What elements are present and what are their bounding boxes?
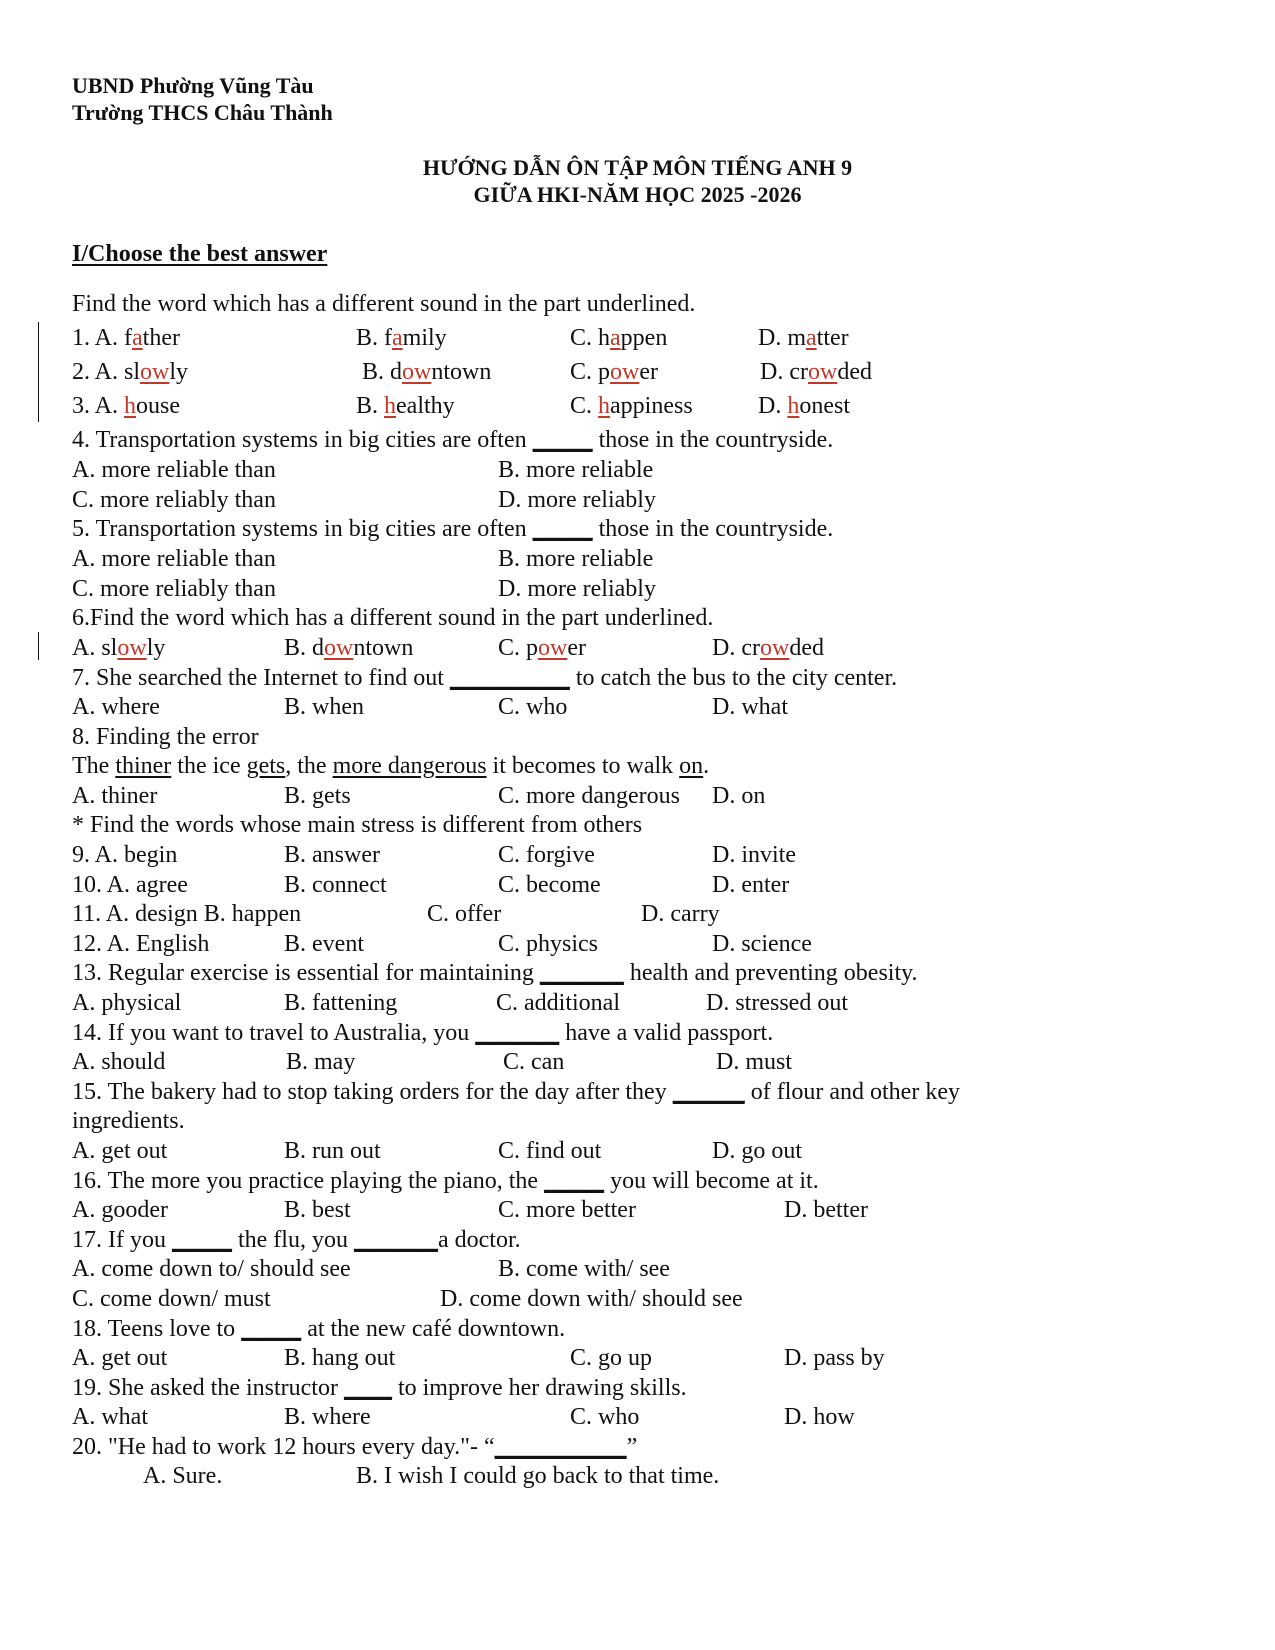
q16-option-c: C. more better — [498, 1197, 636, 1223]
q6-stem: 6.Find the word which has a different sound in the part underlined. — [72, 605, 714, 631]
q7-stem: 7. She searched the Internet to find out __________ to catch the bus to the city center. — [72, 665, 898, 691]
instruction: Find the word which has a different sound in the part underlined. — [72, 291, 696, 317]
q4-option-d: D. more reliably — [498, 487, 656, 513]
q5-option-d: D. more reliably — [498, 576, 656, 602]
q14-option-b: B. may — [286, 1049, 356, 1075]
q13-option-c: C. additional — [496, 990, 620, 1016]
q15-option-c: C. find out — [498, 1138, 602, 1164]
q11-option-d: D. carry — [641, 901, 720, 927]
q19-option-d: D. how — [784, 1404, 855, 1430]
q12-option-a: 12. A. English — [72, 931, 210, 957]
q8-option-a: A. thiner — [72, 783, 158, 809]
q5-stem: 5. Transportation systems in big cities are often _____ those in the countryside. — [72, 516, 834, 542]
q14-option-a: A. should — [72, 1049, 166, 1075]
q16-option-d: D. better — [784, 1197, 868, 1223]
q1-option-a: 1. A. father — [72, 325, 180, 351]
q13-stem: 13. Regular exercise is essential for maintaining _______ health and preventing obesity. — [72, 960, 918, 986]
q8-option-b: B. gets — [284, 783, 351, 809]
q14-stem: 14. If you want to travel to Australia, you _______ have a valid passport. — [72, 1020, 774, 1046]
q16-option-b: B. best — [284, 1197, 351, 1223]
q3-option-b: B. healthy — [356, 393, 455, 419]
q20-stem: 20. "He had to work 12 hours every day."- “___________” — [72, 1434, 638, 1460]
org-name: UBND Phường Vũng Tàu — [72, 73, 314, 98]
doc-title-1: HƯỚNG DẪN ÔN TẬP MÔN TIẾNG ANH 9 — [422, 155, 853, 180]
q18-option-d: D. pass by — [784, 1345, 885, 1371]
q8-sentence: The thiner the ice gets, the more dangerous it becomes to walk on. — [72, 753, 710, 779]
q17-option-d: D. come down with/ should see — [440, 1286, 743, 1312]
q1-option-d: D. matter — [758, 325, 849, 351]
q11-option-c: C. offer — [427, 901, 502, 927]
q3-option-a: 3. A. house — [72, 393, 181, 419]
stress-instruction: * Find the words whose main stress is different from others — [72, 812, 643, 838]
q6-option-d: D. crowded — [712, 635, 824, 661]
q18-option-c: C. go up — [570, 1345, 653, 1371]
q3-option-c: C. happiness — [570, 393, 693, 419]
q17-option-b: B. come with/ see — [498, 1256, 670, 1282]
q5-option-b: B. more reliable — [498, 546, 654, 572]
q2-option-a: 2. A. slowly — [72, 359, 189, 385]
q16-option-a: A. gooder — [72, 1197, 168, 1223]
q3-option-d: D. honest — [758, 393, 851, 419]
q9-option-a: 9. A. begin — [72, 842, 178, 868]
q20-option-a: A. Sure. — [143, 1463, 223, 1489]
q13-option-a: A. physical — [72, 990, 182, 1016]
q17-option-a: A. come down to/ should see — [72, 1256, 351, 1282]
margin-bar-top — [38, 322, 39, 422]
q14-option-d: D. must — [716, 1049, 793, 1075]
section-heading: I/Choose the best answer — [72, 241, 328, 267]
q16-stem: 16. The more you practice playing the piano, the _____ you will become at it. — [72, 1168, 819, 1194]
q11-option-ab: 11. A. design B. happen — [72, 901, 302, 927]
q19-option-b: B. where — [284, 1404, 371, 1430]
q18-option-b: B. hang out — [284, 1345, 396, 1371]
doc-title-2: GIỮA HKI-NĂM HỌC 2025 -2026 — [473, 182, 802, 207]
q17-stem: 17. If you _____ the flu, you _______a doctor. — [72, 1227, 521, 1253]
q5-option-c: C. more reliably than — [72, 576, 276, 602]
margin-bar-q6 — [38, 632, 39, 660]
q13-option-d: D. stressed out — [706, 990, 848, 1016]
q18-stem: 18. Teens love to _____ at the new café downtown. — [72, 1316, 566, 1342]
q4-option-b: B. more reliable — [498, 457, 654, 483]
q10-option-c: C. become — [498, 872, 601, 898]
q9-option-c: C. forgive — [498, 842, 595, 868]
q10-option-a: 10. A. agree — [72, 872, 188, 898]
q10-option-b: B. connect — [284, 872, 387, 898]
school-name: Trường THCS Châu Thành — [72, 100, 333, 125]
q7-option-b: B. when — [284, 694, 364, 720]
q19-stem: 19. She asked the instructor ____ to improve her drawing skills. — [72, 1375, 687, 1401]
q6-option-a: A. slowly — [72, 635, 166, 661]
q4-option-a: A. more reliable than — [72, 457, 276, 483]
q4-stem: 4. Transportation systems in big cities are often _____ those in the countryside. — [72, 427, 834, 453]
q13-option-b: B. fattening — [284, 990, 398, 1016]
q19-option-c: C. who — [570, 1404, 640, 1430]
q5-option-a: A. more reliable than — [72, 546, 276, 572]
q18-option-a: A. get out — [72, 1345, 168, 1371]
q15-option-b: B. run out — [284, 1138, 381, 1164]
q12-option-b: B. event — [284, 931, 364, 957]
q19-option-a: A. what — [72, 1404, 148, 1430]
q1-option-b: B. family — [356, 325, 447, 351]
q4-option-c: C. more reliably than — [72, 487, 276, 513]
q15-stem: 15. The bakery had to stop taking orders for the day after they ______ of flour and other key — [72, 1079, 960, 1105]
q15-option-a: A. get out — [72, 1138, 168, 1164]
q12-option-d: D. science — [712, 931, 812, 957]
q15-option-d: D. go out — [712, 1138, 802, 1164]
q8-option-d: D. on — [712, 783, 766, 809]
q6-option-c: C. power — [498, 635, 587, 661]
q1-option-c: C. happen — [570, 325, 668, 351]
q20-option-b: B. I wish I could go back to that time. — [356, 1463, 720, 1489]
q2-option-c: C. power — [570, 359, 659, 385]
q9-option-d: D. invite — [712, 842, 796, 868]
q8-option-c: C. more dangerous — [498, 783, 680, 809]
q7-option-d: D. what — [712, 694, 788, 720]
q12-option-c: C. physics — [498, 931, 599, 957]
q2-option-d: D. crowded — [760, 359, 872, 385]
q9-option-b: B. answer — [284, 842, 380, 868]
q8-stem: 8. Finding the error — [72, 724, 259, 750]
q14-option-c: C. can — [503, 1049, 565, 1075]
q7-option-a: A. where — [72, 694, 160, 720]
q15-stem-cont: ingredients. — [72, 1108, 185, 1134]
q17-option-c: C. come down/ must — [72, 1286, 271, 1312]
q6-option-b: B. downtown — [284, 635, 414, 661]
q10-option-d: D. enter — [712, 872, 790, 898]
q7-option-c: C. who — [498, 694, 568, 720]
q2-option-b: B. downtown — [362, 359, 492, 385]
